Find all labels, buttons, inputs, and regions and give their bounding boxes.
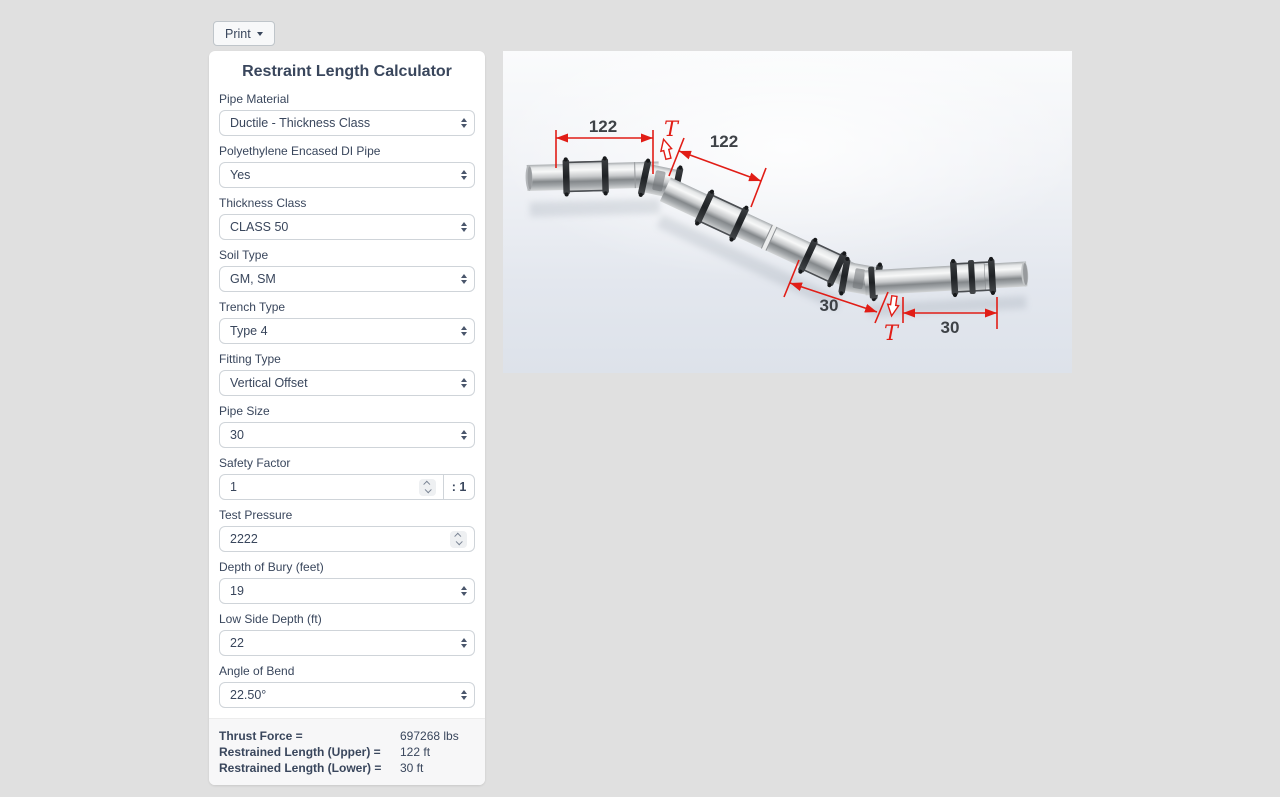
dim-upper-run: 122: [588, 117, 618, 136]
low-side-depth-select[interactable]: 22: [219, 630, 475, 656]
dim-lower-slope-run: 30: [819, 296, 839, 315]
svg-text:T: T: [663, 117, 679, 141]
trench-type-field: [219, 300, 475, 344]
low-side-depth-field: [219, 612, 475, 656]
angle-of-bend-label: Angle of Bend: [219, 664, 295, 678]
updown-icon: [461, 378, 467, 388]
pipe-material-label: Pipe Material: [219, 92, 290, 106]
thickness-class-label: Thickness Class: [219, 196, 307, 210]
test-pressure-input[interactable]: [230, 532, 450, 546]
safety-factor-field: [219, 456, 475, 500]
pipe-size-select[interactable]: 30: [219, 422, 475, 448]
test-pressure-input-wrap: [219, 526, 475, 552]
soil-type-label: Soil Type: [219, 248, 269, 262]
updown-icon: [461, 118, 467, 128]
restrained-upper-value: 122 ft: [400, 745, 431, 759]
thrust-symbol-upper: [658, 117, 680, 160]
pipe-material-field: [219, 92, 475, 136]
safety-factor-label: Safety Factor: [219, 456, 291, 470]
safety-factor-input-wrap: [219, 474, 444, 500]
polyethylene-encased-label: Polyethylene Encased DI Pipe: [219, 144, 381, 158]
test-pressure-label: Test Pressure: [219, 508, 293, 522]
restrained-upper-label: Restrained Length (Upper) =: [219, 745, 381, 759]
trench-type-select[interactable]: Type 4: [219, 318, 475, 344]
pipe-material-select[interactable]: Ductile - Thickness Class: [219, 110, 475, 136]
pipe-reflection: [530, 199, 1027, 317]
fitting-type-select[interactable]: Vertical Offset: [219, 370, 475, 396]
svg-text:T: T: [883, 321, 899, 345]
pipe-size-label: Pipe Size: [219, 404, 270, 418]
result-row-restrained-upper: [219, 744, 475, 760]
depth-of-bury-field: [219, 560, 475, 604]
depth-of-bury-label: Depth of Bury (feet): [219, 560, 324, 574]
print-button-label: Print: [225, 26, 251, 41]
restraint-length-calculator-card: [209, 51, 485, 785]
soil-type-select[interactable]: GM, SM: [219, 266, 475, 292]
result-row-thrust-force: [219, 728, 475, 744]
lower-pipe-segment: [864, 255, 1029, 302]
pipe-diagram-image: [503, 51, 1072, 373]
thickness-class-select[interactable]: CLASS 50: [219, 214, 475, 240]
safety-factor-input[interactable]: [230, 480, 419, 494]
fitting-type-label: Fitting Type: [219, 352, 281, 366]
restrained-lower-value: 30 ft: [400, 761, 424, 775]
polyethylene-encased-field: [219, 144, 475, 188]
updown-icon: [461, 586, 467, 596]
updown-icon: [461, 690, 467, 700]
dim-slope-run: 122: [709, 132, 739, 151]
trench-type-label: Trench Type: [219, 300, 286, 314]
test-pressure-field: [219, 508, 475, 552]
angle-of-bend-select[interactable]: 22.50°: [219, 682, 475, 708]
updown-icon: [461, 430, 467, 440]
pipe-assembly-svg: [503, 51, 1072, 373]
restrained-lower-label: Restrained Length (Lower) =: [219, 761, 382, 775]
fitting-type-field: [219, 352, 475, 396]
print-button[interactable]: [213, 21, 275, 46]
thrust-force-label: Thrust Force =: [219, 729, 303, 743]
updown-icon: [461, 222, 467, 232]
results-panel: [209, 718, 485, 785]
updown-icon: [461, 326, 467, 336]
depth-of-bury-select[interactable]: 19: [219, 578, 475, 604]
thrust-force-value: 697268 lbs: [400, 729, 459, 743]
polyethylene-encased-select[interactable]: Yes: [219, 162, 475, 188]
angle-of-bend-field: [219, 664, 475, 708]
result-row-restrained-lower: [219, 760, 475, 776]
soil-type-field: [219, 248, 475, 292]
dim-lower-run: 30: [940, 318, 960, 337]
caret-down-icon: [257, 32, 263, 36]
safety-factor-suffix: : 1: [443, 474, 475, 500]
page-title: Restraint Length Calculator: [242, 63, 452, 80]
updown-icon: [461, 274, 467, 284]
spinner-icon[interactable]: [450, 531, 467, 548]
updown-icon: [461, 638, 467, 648]
spinner-icon[interactable]: [419, 479, 436, 496]
pipe-size-field: [219, 404, 475, 448]
updown-icon: [461, 170, 467, 180]
low-side-depth-label: Low Side Depth (ft): [219, 612, 322, 626]
thickness-class-field: [219, 196, 475, 240]
